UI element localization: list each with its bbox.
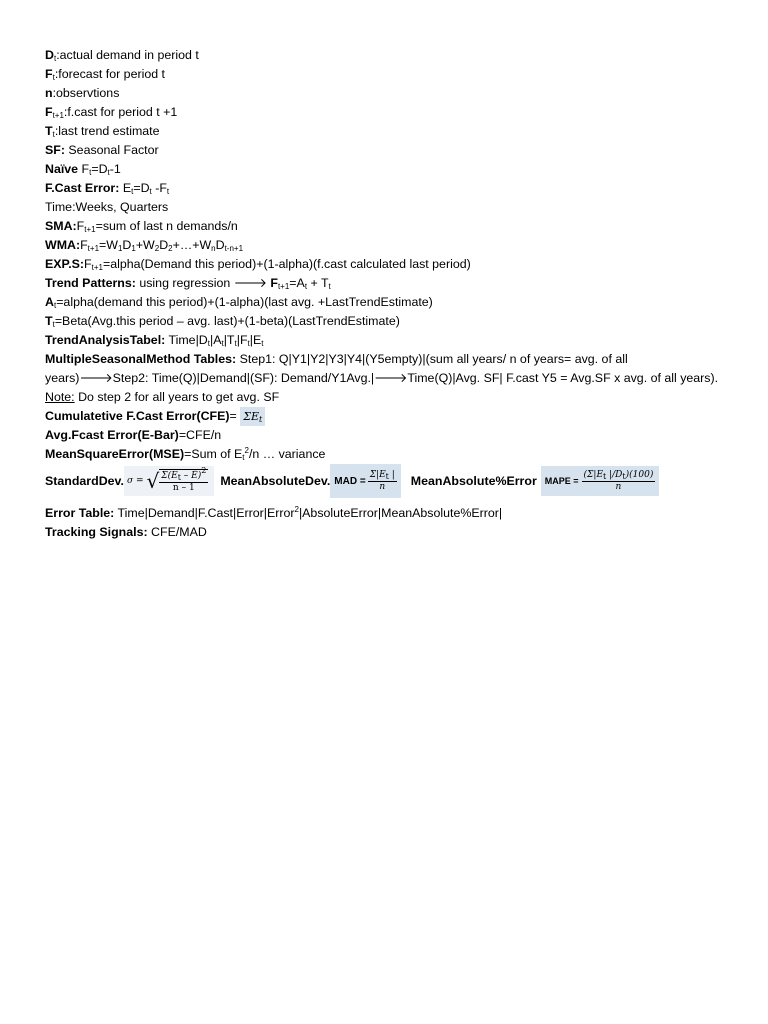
subscript: n bbox=[211, 244, 216, 253]
arrow-right-icon: 🡒 bbox=[374, 371, 408, 385]
exp-smoothing-formula bbox=[45, 255, 725, 274]
sma-formula bbox=[45, 217, 725, 236]
definition: :f.cast for period t +1 bbox=[63, 105, 178, 119]
subscript: t bbox=[149, 187, 152, 196]
subscript: 2 bbox=[168, 244, 173, 253]
subscript: t bbox=[177, 472, 181, 482]
forecast-error-formula bbox=[45, 179, 725, 198]
text: |A bbox=[209, 333, 222, 347]
subscript: t bbox=[131, 187, 134, 196]
denominator: n bbox=[379, 481, 386, 492]
text: = bbox=[229, 409, 241, 423]
term: WMA: bbox=[45, 238, 81, 252]
subscript: t bbox=[52, 320, 55, 329]
subscript: t bbox=[261, 339, 264, 348]
term: F.Cast Error: bbox=[45, 181, 120, 195]
numerator bbox=[368, 470, 397, 482]
arrow-right-icon: 🡒 bbox=[233, 276, 267, 290]
tt-formula bbox=[45, 312, 725, 331]
superscript: 2 bbox=[294, 505, 299, 515]
fraction bbox=[368, 470, 397, 493]
formula-notes bbox=[45, 46, 725, 542]
term: MeanAbsolute%Error bbox=[410, 473, 537, 488]
subscript: t+1 bbox=[84, 225, 96, 234]
def-trend-estimate bbox=[45, 122, 725, 141]
superscript: 2 bbox=[244, 446, 249, 456]
term: A bbox=[45, 295, 54, 309]
formula-text: Σ(E bbox=[161, 470, 178, 481]
superscript: 2 bbox=[201, 465, 207, 475]
subscript: t bbox=[207, 339, 210, 348]
subscript: t bbox=[107, 168, 110, 177]
term: T bbox=[45, 124, 53, 138]
text: Step2: Time(Q)|Demand|(SF): Demand/Y1Avg.| bbox=[112, 371, 375, 385]
term: Avg.Fcast Error(E-Bar) bbox=[45, 428, 179, 443]
text: F bbox=[78, 162, 90, 176]
subscript: t bbox=[622, 471, 626, 481]
subscript: 1 bbox=[117, 244, 123, 253]
wma-formula bbox=[45, 236, 725, 255]
text: Do step 2 for all years to get avg. SF bbox=[74, 390, 280, 404]
subscript: 1 bbox=[131, 244, 136, 253]
formula-text: σ = bbox=[126, 475, 144, 486]
term: F bbox=[45, 67, 53, 81]
definition: :forecast for period t bbox=[54, 67, 166, 81]
denominator: n – 1 bbox=[172, 482, 195, 493]
text: =alpha(demand this period)+(1-alpha)(last avg. +LastTrendEstimate) bbox=[56, 295, 433, 309]
text: + T bbox=[307, 276, 329, 290]
subscript: t bbox=[242, 453, 245, 463]
term: MeanAbsoluteDev. bbox=[220, 473, 331, 488]
text: F bbox=[76, 219, 85, 233]
subscript: t bbox=[166, 187, 170, 196]
text: =D bbox=[133, 181, 150, 195]
text: Time|D bbox=[165, 333, 208, 347]
text: =W bbox=[99, 238, 118, 252]
def-observations bbox=[45, 84, 725, 103]
term: D bbox=[45, 48, 54, 62]
term: SMA: bbox=[45, 219, 77, 233]
error-measures-row bbox=[45, 466, 725, 496]
term: EXP.S: bbox=[45, 257, 85, 271]
text: |AbsoluteError|MeanAbsolute%Error| bbox=[298, 506, 503, 521]
mape-formula-image bbox=[541, 466, 660, 496]
std-dev-formula-image bbox=[124, 466, 214, 496]
text: +W bbox=[135, 238, 155, 252]
text: Time(Q)|Avg. SF| F.cast Y5 = Avg.SF x avg. of all years). bbox=[407, 371, 719, 385]
note-label: Note: bbox=[45, 390, 75, 404]
text: =alpha(Demand this period)+(1-alpha)(f.cast calculated last period) bbox=[102, 257, 471, 271]
term: StandardDev. bbox=[45, 473, 124, 488]
formula-text: )(100) bbox=[625, 469, 654, 480]
definition: :actual demand in period t bbox=[56, 48, 199, 62]
cfe-formula bbox=[45, 407, 725, 426]
subscript: t-n+1 bbox=[224, 244, 244, 253]
definition: Seasonal Factor bbox=[64, 143, 159, 157]
text: D bbox=[159, 238, 169, 252]
text: D bbox=[215, 238, 225, 252]
text: =sum of last n demands/n bbox=[95, 219, 238, 233]
text: E bbox=[119, 181, 132, 195]
trend-analysis-table bbox=[45, 331, 725, 350]
text: Step1: Q|Y1|Y2|Y3|Y4|(Y5empty)|(sum all years/ n of years= avg. of all years) bbox=[45, 352, 628, 385]
formula-text: Σ|E bbox=[369, 469, 386, 480]
subscript: t bbox=[89, 168, 92, 177]
subscript: t bbox=[259, 415, 263, 425]
subscript: t+1 bbox=[52, 111, 64, 120]
formula-text: MAD = bbox=[334, 475, 366, 487]
text: =Sum of E bbox=[184, 447, 243, 462]
term: MeanSquareError(MSE) bbox=[45, 447, 185, 462]
mse-formula bbox=[45, 445, 725, 464]
text: Time|Demand|F.Cast|Error|Error bbox=[114, 506, 295, 521]
text: /n … variance bbox=[248, 447, 326, 462]
arrow-right-icon: 🡒 bbox=[79, 371, 113, 385]
subscript: t bbox=[53, 301, 57, 310]
subscript: t+1 bbox=[91, 263, 103, 272]
subscript: t bbox=[247, 339, 250, 348]
subscript: 2 bbox=[154, 244, 160, 253]
subscript: t bbox=[234, 339, 237, 348]
radical-icon: √ bbox=[146, 468, 160, 493]
numerator bbox=[582, 470, 656, 482]
text: =Beta(Avg.this period – avg. last)+(1-beta)(LastTrendEstimate) bbox=[54, 314, 400, 328]
formula-text: |/D bbox=[606, 469, 623, 480]
term: MultipleSeasonalMethod Tables: bbox=[45, 352, 237, 366]
tracking-signals bbox=[45, 523, 725, 542]
text: -1 bbox=[109, 162, 121, 176]
term: Naïve bbox=[45, 162, 79, 176]
text: +…+W bbox=[172, 238, 212, 252]
subscript: t bbox=[53, 54, 57, 63]
text: F bbox=[80, 238, 88, 252]
text: =D bbox=[91, 162, 108, 176]
def-actual-demand bbox=[45, 46, 725, 65]
subscript: t bbox=[52, 73, 55, 82]
fraction bbox=[582, 470, 656, 493]
at-formula bbox=[45, 293, 725, 312]
text: CFE/MAD bbox=[147, 525, 207, 540]
time-units: Time:Weeks, Quarters bbox=[45, 200, 169, 214]
text: F bbox=[266, 276, 278, 290]
def-forecast-next bbox=[45, 103, 725, 122]
cfe-formula-image bbox=[240, 407, 265, 426]
term: T bbox=[45, 314, 53, 328]
subscript: t bbox=[385, 471, 389, 481]
subscript: t bbox=[221, 339, 224, 348]
text: =A bbox=[289, 276, 305, 290]
subscript: t+1 bbox=[87, 244, 100, 253]
term: n bbox=[45, 86, 53, 100]
term: F bbox=[45, 105, 53, 119]
formula-text: | bbox=[388, 469, 395, 480]
term: Trend Patterns: bbox=[45, 276, 136, 290]
text: F bbox=[84, 257, 92, 271]
def-seasonal-factor bbox=[45, 141, 725, 160]
subscript: t bbox=[328, 282, 331, 291]
multiple-seasonal-method bbox=[45, 350, 725, 407]
definition: :observtions bbox=[52, 86, 120, 100]
term: TrendAnalysisTabel: bbox=[45, 333, 166, 347]
definition: :last trend estimate bbox=[54, 124, 160, 138]
text: =CFE/n bbox=[178, 428, 222, 443]
text: |T bbox=[223, 333, 235, 347]
numerator bbox=[159, 465, 208, 483]
trend-patterns bbox=[45, 274, 725, 293]
formula-text: (Σ|E bbox=[583, 469, 604, 480]
def-forecast bbox=[45, 65, 725, 84]
text: using regression bbox=[135, 276, 234, 290]
subscript: t bbox=[603, 471, 607, 481]
mad-formula-image bbox=[330, 464, 401, 498]
text: |F bbox=[236, 333, 248, 347]
denominator: n bbox=[615, 481, 622, 492]
term: Cumulatetive F.Cast Error(CFE) bbox=[45, 409, 230, 423]
formula-text: – Ē) bbox=[180, 470, 202, 481]
naive-formula bbox=[45, 160, 725, 179]
text: -F bbox=[151, 181, 167, 195]
subscript: t+1 bbox=[277, 282, 290, 291]
term: SF: bbox=[45, 143, 65, 157]
term: Tracking Signals: bbox=[45, 525, 148, 540]
fraction bbox=[159, 465, 208, 494]
ebar-formula bbox=[45, 426, 725, 445]
text: D bbox=[122, 238, 132, 252]
formula-text: ΣE bbox=[243, 410, 260, 424]
formula-text: MAPE = bbox=[544, 475, 579, 486]
subscript: t bbox=[304, 282, 308, 291]
error-table bbox=[45, 504, 725, 523]
term: Error Table: bbox=[45, 506, 115, 521]
subscript: t bbox=[52, 130, 55, 139]
text: |E bbox=[249, 333, 262, 347]
